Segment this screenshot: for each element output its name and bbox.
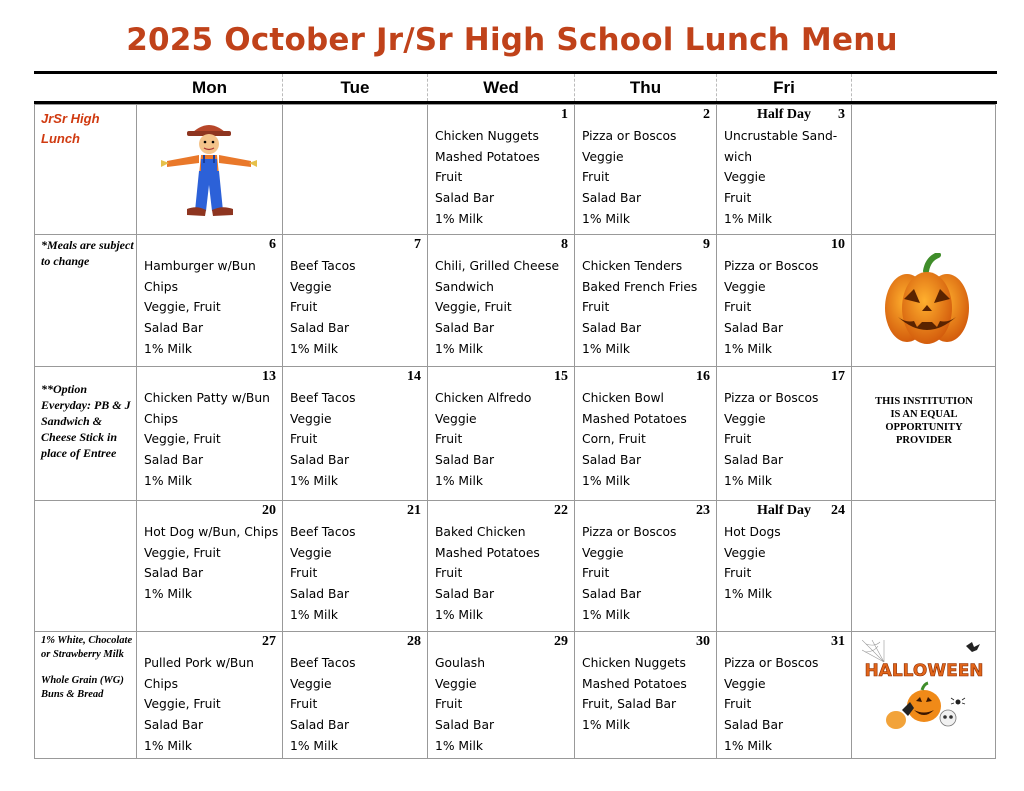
menu-item: Chicken Bowl <box>582 391 664 405</box>
day-cell <box>283 501 428 632</box>
menu-item: Salad Bar <box>435 587 495 602</box>
menu-item: Fruit, Salad Bar <box>582 697 677 712</box>
menu-item: Salad Bar <box>582 321 642 336</box>
day-cell <box>717 105 852 235</box>
day-cell <box>717 235 852 367</box>
menu-item: Fruit <box>290 566 318 581</box>
halloween-lettering: HALLOWEEN <box>864 661 984 681</box>
menu-item: Pizza or Boscos <box>724 391 819 405</box>
empty-day-cell <box>137 105 283 235</box>
menu-item: Fruit <box>435 697 463 712</box>
menu-item-list <box>582 522 713 626</box>
menu-item: 1% Milk <box>290 738 338 753</box>
menu-item: Fruit <box>724 191 752 206</box>
menu-item: Salad Bar <box>144 321 204 336</box>
menu-item: Fruit <box>435 432 463 447</box>
menu-item: 1% Milk <box>582 473 630 488</box>
menu-item: Baked Chicken <box>435 525 526 539</box>
calendar-cell <box>852 367 996 501</box>
day-number: 21 <box>407 503 421 518</box>
day-number: 3 <box>838 107 845 122</box>
menu-item: 1% Milk <box>582 341 630 356</box>
menu-item: Veggie, Fruit <box>144 432 221 447</box>
calendar-cell <box>35 367 137 501</box>
day-number: 28 <box>407 634 421 649</box>
day-number: 14 <box>407 369 421 384</box>
menu-item-list <box>290 522 424 626</box>
day-number: 15 <box>554 369 568 384</box>
calendar-grid <box>34 104 996 759</box>
menu-item: 1% Milk <box>290 341 338 356</box>
day-number: 8 <box>561 237 568 252</box>
day-cell <box>428 501 575 632</box>
menu-item: Veggie <box>290 279 332 294</box>
menu-item-list <box>582 653 713 736</box>
day-number: 1 <box>561 107 568 122</box>
menu-item: Veggie <box>290 545 332 560</box>
day-cell <box>428 105 575 235</box>
menu-item: Fruit <box>582 300 610 315</box>
menu-item: 1% Milk <box>582 607 630 622</box>
menu-item-list <box>435 653 571 757</box>
menu-item: 1% Milk <box>144 587 192 602</box>
menu-item: 1% Milk <box>724 738 772 753</box>
menu-item: Salad Bar <box>582 453 642 468</box>
menu-item: Fruit <box>435 566 463 581</box>
menu-item: Salad Bar <box>435 453 495 468</box>
menu-item-list <box>144 256 279 360</box>
menu-item: Beef Tacos <box>290 656 356 670</box>
menu-item: Veggie <box>724 545 766 560</box>
menu-item: Salad Bar <box>582 587 642 602</box>
day-cell <box>717 501 852 632</box>
bread-note: Whole Grain (WG) Buns & Bread <box>41 675 124 700</box>
menu-item: Pulled Pork w/Bun <box>144 656 254 670</box>
day-cell <box>137 367 283 501</box>
menu-item: Salad Bar <box>435 191 495 206</box>
day-number: 23 <box>696 503 710 518</box>
calendar-cell <box>852 632 996 759</box>
meals-subject-note: *Meals are subject to change <box>41 238 134 268</box>
menu-item: Salad Bar <box>144 718 204 733</box>
menu-item-list <box>582 388 713 492</box>
menu-item: Salad Bar <box>724 453 784 468</box>
menu-item: Beef Tacos <box>290 259 356 273</box>
day-cell <box>575 235 717 367</box>
menu-item: Veggie <box>724 676 766 691</box>
menu-item-list <box>290 653 424 757</box>
calendar-cell <box>35 632 137 759</box>
day-number: 6 <box>269 237 276 252</box>
menu-item: 1% Milk <box>144 341 192 356</box>
day-header-fri: Fri <box>717 74 852 101</box>
menu-item-list <box>435 126 571 230</box>
menu-item: Veggie <box>724 279 766 294</box>
menu-item: 1% Milk <box>435 473 483 488</box>
menu-item: Mashed Potatoes <box>435 149 540 164</box>
day-header-thu: Thu <box>575 74 717 101</box>
menu-item: Fruit <box>724 566 752 581</box>
day-cell <box>575 632 717 759</box>
half-day-label: Half Day <box>756 107 812 122</box>
jrsr-high-lunch-label: JrSr High Lunch <box>41 111 100 146</box>
day-cell <box>428 632 575 759</box>
menu-item-list <box>435 522 571 626</box>
day-header-wed: Wed <box>428 74 575 101</box>
menu-item: Chicken Nuggets <box>435 129 539 143</box>
menu-item: Veggie, Fruit <box>144 697 221 712</box>
day-number: 13 <box>262 369 276 384</box>
menu-item: Salad Bar <box>435 321 495 336</box>
menu-item: Fruit <box>724 432 752 447</box>
day-cell <box>717 632 852 759</box>
day-cell <box>283 632 428 759</box>
jack-o-lantern-icon <box>882 253 972 347</box>
menu-item: Mashed Potatoes <box>582 676 687 691</box>
menu-item: Veggie <box>582 149 624 164</box>
day-number: 22 <box>554 503 568 518</box>
menu-item: Pizza or Boscos <box>724 656 819 670</box>
menu-item: Salad Bar <box>582 191 642 206</box>
menu-item: Fruit <box>582 566 610 581</box>
menu-item-list <box>724 126 848 230</box>
menu-item: 1% Milk <box>724 211 772 226</box>
menu-item: 1% Milk <box>724 341 772 356</box>
menu-item: Veggie <box>582 545 624 560</box>
menu-item: Beef Tacos <box>290 525 356 539</box>
menu-item: Veggie <box>290 676 332 691</box>
menu-item: wich <box>724 149 753 164</box>
day-cell <box>428 367 575 501</box>
menu-item: 1% Milk <box>435 211 483 226</box>
menu-item: Sandwich <box>435 279 494 294</box>
day-number: 20 <box>262 503 276 518</box>
half-day-label: Half Day <box>756 503 812 518</box>
menu-item: Salad Bar <box>724 718 784 733</box>
day-header-tue: Tue <box>283 74 428 101</box>
day-number: 16 <box>696 369 710 384</box>
menu-item-list <box>724 522 848 605</box>
menu-item: Veggie, Fruit <box>144 300 221 315</box>
menu-item: 1% Milk <box>582 718 630 733</box>
day-cell <box>575 367 717 501</box>
menu-item: Salad Bar <box>290 321 350 336</box>
menu-item: Pizza or Boscos <box>582 129 677 143</box>
menu-item: Corn, Fruit <box>582 432 646 447</box>
menu-item: Fruit <box>290 432 318 447</box>
menu-item: 1% Milk <box>144 473 192 488</box>
day-number: 7 <box>414 237 421 252</box>
menu-item: Beef Tacos <box>290 391 356 405</box>
menu-item: Chili, Grilled Cheese <box>435 259 560 273</box>
menu-item: Chips <box>144 279 179 294</box>
equal-opportunity-notice: THIS INSTITUTION IS AN EQUAL OPPORTUNITY PROVIDER <box>875 396 973 446</box>
menu-item: 1% Milk <box>435 738 483 753</box>
menu-item-list <box>144 653 279 757</box>
menu-item: Salad Bar <box>290 587 350 602</box>
menu-item: Fruit <box>290 300 318 315</box>
day-number: 31 <box>831 634 845 649</box>
menu-item: Salad Bar <box>290 453 350 468</box>
menu-item: Veggie <box>435 411 477 426</box>
day-cell <box>575 501 717 632</box>
menu-item: Chips <box>144 676 179 691</box>
menu-item: Salad Bar <box>435 718 495 733</box>
menu-item: Chicken Nuggets <box>582 656 686 670</box>
menu-item: Fruit <box>290 697 318 712</box>
menu-item: Uncrustable Sand- <box>724 129 838 143</box>
menu-item: Veggie <box>435 676 477 691</box>
day-number: 9 <box>703 237 710 252</box>
menu-item: Hot Dog w/Bun, Chips <box>144 525 279 539</box>
menu-item: Veggie, Fruit <box>144 545 221 560</box>
day-number: 2 <box>703 107 710 122</box>
menu-item: Fruit <box>724 300 752 315</box>
calendar-cell <box>35 501 137 632</box>
menu-item: 1% Milk <box>290 607 338 622</box>
day-number: 27 <box>262 634 276 649</box>
milk-bread-notes <box>41 634 134 702</box>
menu-item-list <box>724 256 848 360</box>
menu-item: Salad Bar <box>144 453 204 468</box>
menu-item-list <box>435 256 571 360</box>
menu-item-list <box>144 522 279 605</box>
calendar-cell <box>852 501 996 632</box>
halloween-graphic-icon <box>862 640 986 736</box>
day-number: 30 <box>696 634 710 649</box>
menu-item-list <box>144 388 279 492</box>
milk-note: 1% White, Chocolate or Strawberry Milk <box>41 635 133 660</box>
menu-item-list <box>290 388 424 492</box>
menu-item: Pizza or Boscos <box>582 525 677 539</box>
day-number: 17 <box>831 369 845 384</box>
day-header-mon: Mon <box>137 74 283 101</box>
menu-item: Mashed Potatoes <box>582 411 687 426</box>
menu-item: Chicken Tenders <box>582 259 683 273</box>
day-cell <box>137 501 283 632</box>
menu-item: Fruit <box>435 170 463 185</box>
menu-item: Fruit <box>724 697 752 712</box>
menu-item: Veggie <box>724 170 766 185</box>
day-number: 10 <box>831 237 845 252</box>
menu-item: Hot Dogs <box>724 525 781 539</box>
menu-item: Fruit <box>582 170 610 185</box>
day-cell <box>137 235 283 367</box>
menu-item: Baked French Fries <box>582 279 698 294</box>
menu-item-list <box>582 256 713 360</box>
day-number: 29 <box>554 634 568 649</box>
day-cell <box>283 235 428 367</box>
menu-item: Veggie <box>724 411 766 426</box>
menu-item: Mashed Potatoes <box>435 545 540 560</box>
menu-item: 1% Milk <box>144 738 192 753</box>
day-number: 24 <box>831 503 845 518</box>
menu-item: 1% Milk <box>724 587 772 602</box>
menu-item-list <box>582 126 713 230</box>
menu-item: Veggie <box>290 411 332 426</box>
day-cell <box>428 235 575 367</box>
menu-item: 1% Milk <box>724 473 772 488</box>
day-cell <box>575 105 717 235</box>
menu-item: Salad Bar <box>144 566 204 581</box>
menu-item-list <box>724 388 848 492</box>
option-everyday-note: **Option Everyday: PB & J Sandwich & Cheese Stick in place of Entree <box>41 382 131 460</box>
calendar-cell <box>35 105 137 235</box>
menu-item: 1% Milk <box>435 341 483 356</box>
day-cell <box>283 367 428 501</box>
menu-item: Salad Bar <box>724 321 784 336</box>
menu-item: Hamburger w/Bun <box>144 259 256 273</box>
page-title: 2025 October Jr/Sr High School Lunch Menu <box>126 22 898 58</box>
menu-item: 1% Milk <box>582 211 630 226</box>
menu-item-list <box>724 653 848 757</box>
menu-item: Chicken Patty w/Bun <box>144 391 270 405</box>
menu-item: Salad Bar <box>290 718 350 733</box>
menu-item: Pizza or Boscos <box>724 259 819 273</box>
calendar-cell <box>852 235 996 367</box>
menu-item: 1% Milk <box>435 607 483 622</box>
empty-day-cell <box>283 105 428 235</box>
menu-item-list <box>435 388 571 492</box>
menu-item: 1% Milk <box>290 473 338 488</box>
day-cell <box>717 367 852 501</box>
menu-item: Goulash <box>435 656 485 670</box>
menu-item: Chicken Alfredo <box>435 391 532 405</box>
note-gap <box>41 662 134 674</box>
menu-item: Veggie, Fruit <box>435 300 512 315</box>
calendar-cell <box>35 235 137 367</box>
menu-item: Chips <box>144 411 179 426</box>
scarecrow-icon <box>159 113 259 225</box>
menu-item-list <box>290 256 424 360</box>
day-cell <box>137 632 283 759</box>
calendar-cell <box>852 105 996 235</box>
